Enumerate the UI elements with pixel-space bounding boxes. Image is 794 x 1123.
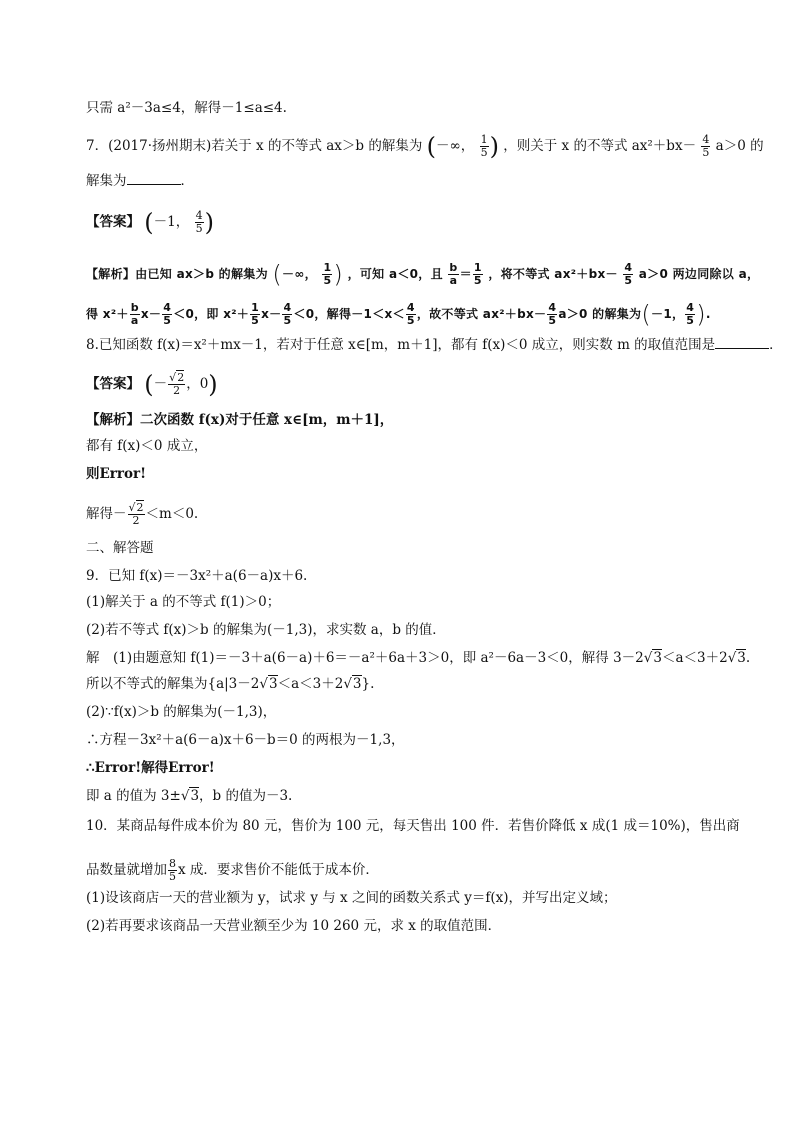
question-9-solution-5: ∴Error!解得Error! <box>86 760 215 776</box>
text: ，则关于 x 的不等式 ax²＋bx－ <box>503 138 697 154</box>
question-9: 9．已知 f(x)＝－3x²＋a(6－a)x＋6. <box>86 568 308 584</box>
question-7-answer: 【答案】 (－1， $\frac{4}{5}$ ) <box>86 208 214 237</box>
question-8-explanation-2: 都有 f(x)＜0 成立， <box>86 438 208 454</box>
answer-label: 【答案】 <box>86 376 140 392</box>
question-9-solution-3: (2)∵f(x)＞b 的解集为(－1,3)， <box>86 704 277 720</box>
fraction-8-5: $\frac{8}{5}$ <box>169 857 176 883</box>
text: 7．(2017·扬州期末)若关于 x 的不等式 ax＞b 的解集为 <box>86 138 423 154</box>
question-10-part-2: (2)若再要求该商品一天营业额至少为 10 260 元，求 x 的取值范围． <box>86 918 502 934</box>
question-8-explanation-3: 则Error! <box>86 466 147 482</box>
text: 解集为 <box>86 173 127 189</box>
question-10-part-1: (1)设该商店一天的营业额为 y，试求 y 与 x 之间的函数关系式 y＝f(x)，并写出定义域； <box>86 890 617 906</box>
question-8: 8.已知函数 f(x)＝x²＋mx－1，若对于任意 x∈[m，m＋1]，都有 f(x)＜0 成立，则实数 m 的取值范围是 ． <box>86 334 783 355</box>
question-7-explanation-line-2: 得 x²＋ $\frac{b}{a}$ x－ $\frac{4}{5}$ ＜0，即 x²＋ $\frac{1}{5}$ x－ $\frac{4}{5}$ ＜0，解得－1＜x＜ $\frac{4}{5}$ ，故不等式 ax²＋bx－ $\frac{4}{5}$ a＞0 的解集为(－1， $\frac{4}{5}$ ). <box>86 300 711 329</box>
question-7 <box>86 134 764 159</box>
question-9-solution-6: 即 a 的值为 3±√3，b 的值为－3. <box>86 788 293 804</box>
question-8-answer: 【答案】 (－ $\frac{√2}{2}$ ，0) <box>86 370 218 399</box>
question-10-line-2: 品数量就增加 $\frac{8}{5}$ x 成．要求售价不能低于成本价． <box>86 857 379 883</box>
question-9-part-1: (1)解关于 a 的不等式 f(1)＞0； <box>86 594 281 610</box>
answer-blank <box>127 170 181 185</box>
question-8-explanation-1: 【解析】二次函数 f(x)对于任意 x∈[m，m＋1]， <box>86 412 394 428</box>
answer-label: 【答案】 <box>86 214 140 230</box>
fraction-1-5: $\frac{1}{5}$ <box>480 133 488 159</box>
question-9-part-2: (2)若不等式 f(x)＞b 的解集为(－1,3)，求实数 a，b 的值． <box>86 622 446 638</box>
fraction-sqrt2-2: $\frac{√2}{2}$ <box>169 371 185 397</box>
paren-right: ) <box>489 132 499 161</box>
question-9-solution-1: 解 (1)由题意知 f(1)＝－3＋a(6－a)＋6＝－a²＋6a＋3＞0，即 a²－6a－3＜0，解得 3－2√3＜a＜3＋2√3. <box>86 650 751 666</box>
text: 8.已知函数 f(x)＝x²＋mx－1，若对于任意 x∈[m，m＋1]，都有 f(x)＜0 成立，则实数 m 的取值范围是 <box>86 337 716 353</box>
fraction-4-5: $\frac{4}{5}$ <box>195 209 203 235</box>
neg-infinity: －∞， <box>436 138 475 154</box>
text: 只需 a²－3a≤4，解得－1≤a≤4. <box>86 100 287 116</box>
text: a＞0 的 <box>715 138 764 154</box>
solution-tail-line <box>86 98 287 118</box>
question-9-solution-4: ∴方程－3x²＋a(6－a)x＋6－b＝0 的两根为－1,3， <box>86 732 405 748</box>
answer-blank <box>715 334 769 349</box>
question-9-solution-2: 所以不等式的解集为{a|3－2√3＜a＜3＋2√3}. <box>86 676 375 692</box>
question-10: 10．某商品每件成本价为 80 元，售价为 100 元，每天售出 100 件．若售价降低 x 成(1 成＝10%)，售出商 <box>86 818 740 834</box>
question-8-explanation-4: 解得－ $\frac{√2}{2}$ ＜m＜0. <box>86 501 199 527</box>
section-heading: 二、解答题 <box>86 540 154 556</box>
question-7-explanation-line-1: 【解析】由已知 ax＞b 的解集为 (－∞， $\frac{1}{5}$ ) ，可知 a＜0，且 $\frac{b}{a}$ ＝ $\frac{1}{5}$ ，将不等式 ax²＋bx－ $\frac{4}{5}$ a＞0 两边同除以 a， <box>86 260 760 289</box>
question-7-blank-line: 解集为 ． <box>86 170 194 191</box>
paren-left: ( <box>426 132 437 161</box>
answer-value: －1， <box>153 214 190 230</box>
fraction-4-5: $\frac{4}{5}$ <box>702 133 710 159</box>
